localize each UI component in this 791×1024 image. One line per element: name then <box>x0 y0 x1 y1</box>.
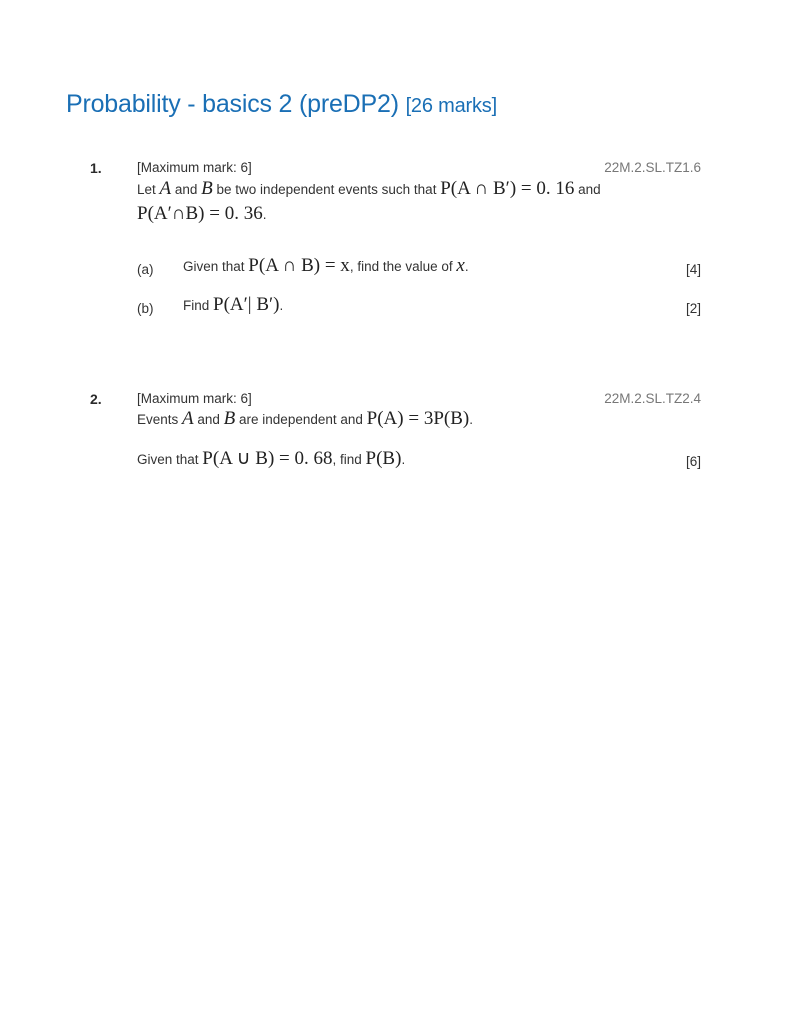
part-text: Given that P(A ∩ B) = x, find the value of x. <box>183 255 469 276</box>
stem-text: and <box>171 182 202 197</box>
math-expression: A <box>159 178 172 199</box>
task-marks: [6] <box>685 454 701 469</box>
math-expression: P(A′∩B) = 0. 36 <box>137 203 263 224</box>
part-label: (a) <box>137 262 154 277</box>
title-text: Probability - basics 2 (preDP2) <box>66 90 399 118</box>
part-text: Find P(A′| B′). <box>183 294 284 315</box>
stem-text: Let <box>137 182 160 197</box>
page-title <box>66 90 497 119</box>
question-task: Given that P(A ∪ B) = 0. 68, find P(B). <box>137 448 406 469</box>
math-expression: B <box>223 408 236 429</box>
math-expression: B <box>201 178 213 199</box>
question-code: 22M.2.SL.TZ2.4 <box>604 391 701 406</box>
stem-text: . <box>262 207 267 222</box>
part-marks: [4] <box>685 262 701 277</box>
part-label: (b) <box>137 301 154 316</box>
question-stem-line-2 <box>137 203 266 225</box>
math-expression: P(A) = 3P(B) <box>366 408 470 429</box>
math-expression: P(A ∩ B′) = 0. 16 <box>440 178 575 199</box>
total-marks: [26 marks] <box>405 95 497 117</box>
question-stem-line-1 <box>137 178 601 200</box>
question-code: 22M.2.SL.TZ1.6 <box>604 160 701 175</box>
question-stem: Events A and B are independent and P(A) = 3P(B). <box>137 408 473 429</box>
stem-text: and <box>574 182 601 197</box>
math-expression: P(B) <box>365 448 402 469</box>
stem-text: be two independent events such that <box>212 182 441 197</box>
question-number: 1. <box>90 160 102 176</box>
math-expression: P(A′| B′) <box>213 294 280 315</box>
math-expression: P(A ∪ B) = 0. 68 <box>202 448 333 469</box>
maximum-mark: [Maximum mark: 6] <box>137 160 252 175</box>
maximum-mark: [Maximum mark: 6] <box>137 391 252 406</box>
math-expression: x <box>456 255 465 276</box>
part-marks: [2] <box>685 301 701 316</box>
math-expression: P(A ∩ B) = x <box>248 255 350 276</box>
question-number: 2. <box>90 391 102 407</box>
math-expression: A <box>182 408 194 429</box>
